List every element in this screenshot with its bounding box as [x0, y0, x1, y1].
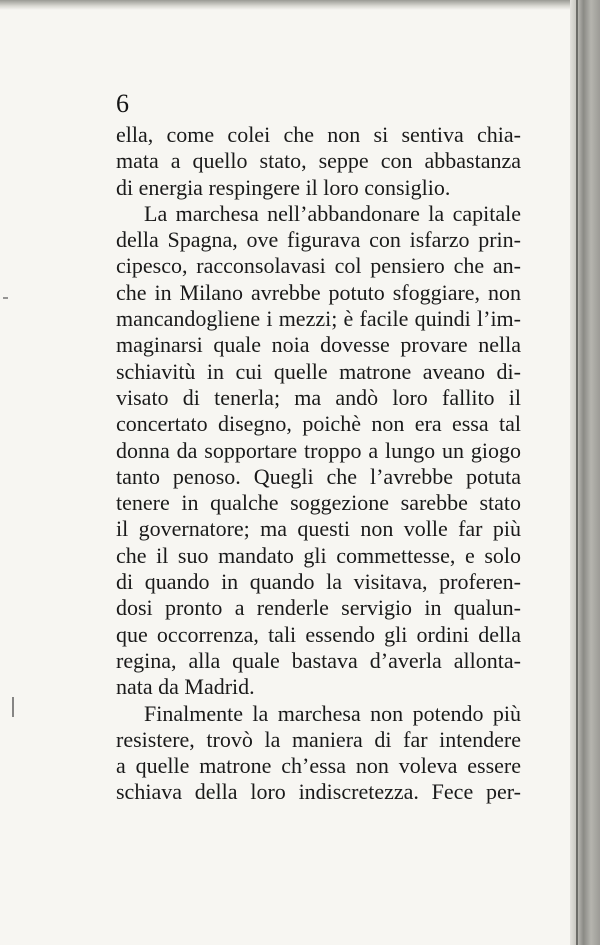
page-number: 6 — [116, 89, 129, 118]
text-line: che il suo mandato gli commettesse, e solo — [116, 542, 521, 568]
text-line: schiavitù in cui quelle matrone aveano di- — [116, 358, 521, 384]
text-line: mata a quello stato, seppe con abbastanza — [116, 148, 521, 174]
text-line: que occorrenza, tali essendo gli ordini della — [116, 621, 521, 647]
text-line: concertato disegno, poichè non era essa tal — [116, 411, 521, 437]
text-line: della Spagna, ove figurava con isfarzo prin- — [116, 227, 521, 253]
text-line: maginarsi quale noia dovesse provare nella — [116, 332, 521, 358]
text-line: tanto penoso. Quegli che l’avrebbe potuta — [116, 463, 521, 489]
text-line: Finalmente la marchesa non potendo più — [144, 700, 521, 726]
text-line: tenere in qualche soggezione sarebbe stato — [116, 490, 521, 516]
body-text — [116, 122, 521, 806]
spine-fold-line — [576, 0, 578, 945]
text-line: di energia respingere il loro consiglio. — [116, 174, 451, 200]
text-line: visato di tenerla; ma andò loro fallito il — [116, 384, 521, 410]
text-line: cipesco, racconsolavasi col pensiero che an- — [116, 253, 521, 279]
page-top-edge — [0, 0, 570, 10]
text-line: nata da Madrid. — [116, 674, 255, 700]
text-line: regina, alla quale bastava d’averla allonta- — [116, 647, 521, 673]
text-line: mancandogliene i mezzi; è facile quindi l’im- — [116, 306, 521, 332]
book-spine — [570, 0, 600, 945]
margin-mark — [3, 297, 8, 299]
margin-mark — [12, 697, 14, 717]
text-line: a quelle matrone ch’essa non voleva essere — [116, 753, 521, 779]
text-line: donna da sopportare troppo a lungo un giogo — [116, 437, 521, 463]
text-line: il governatore; ma questi non volle far più — [116, 516, 521, 542]
text-line: di quando in quando la visitava, proferen- — [116, 569, 521, 595]
text-line: che in Milano avrebbe potuto sfoggiare, non — [116, 279, 521, 305]
text-line: resistere, trovò la maniera di far intendere — [116, 726, 521, 752]
text-line: ella, come colei che non si sentiva chia- — [116, 122, 521, 147]
text-line: schiava della loro indiscretezza. Fece per- — [116, 779, 521, 805]
text-line: dosi pronto a renderle servigio in qualun- — [116, 595, 521, 621]
text-line: La marchesa nell’abbandonare la capitale — [144, 200, 521, 226]
